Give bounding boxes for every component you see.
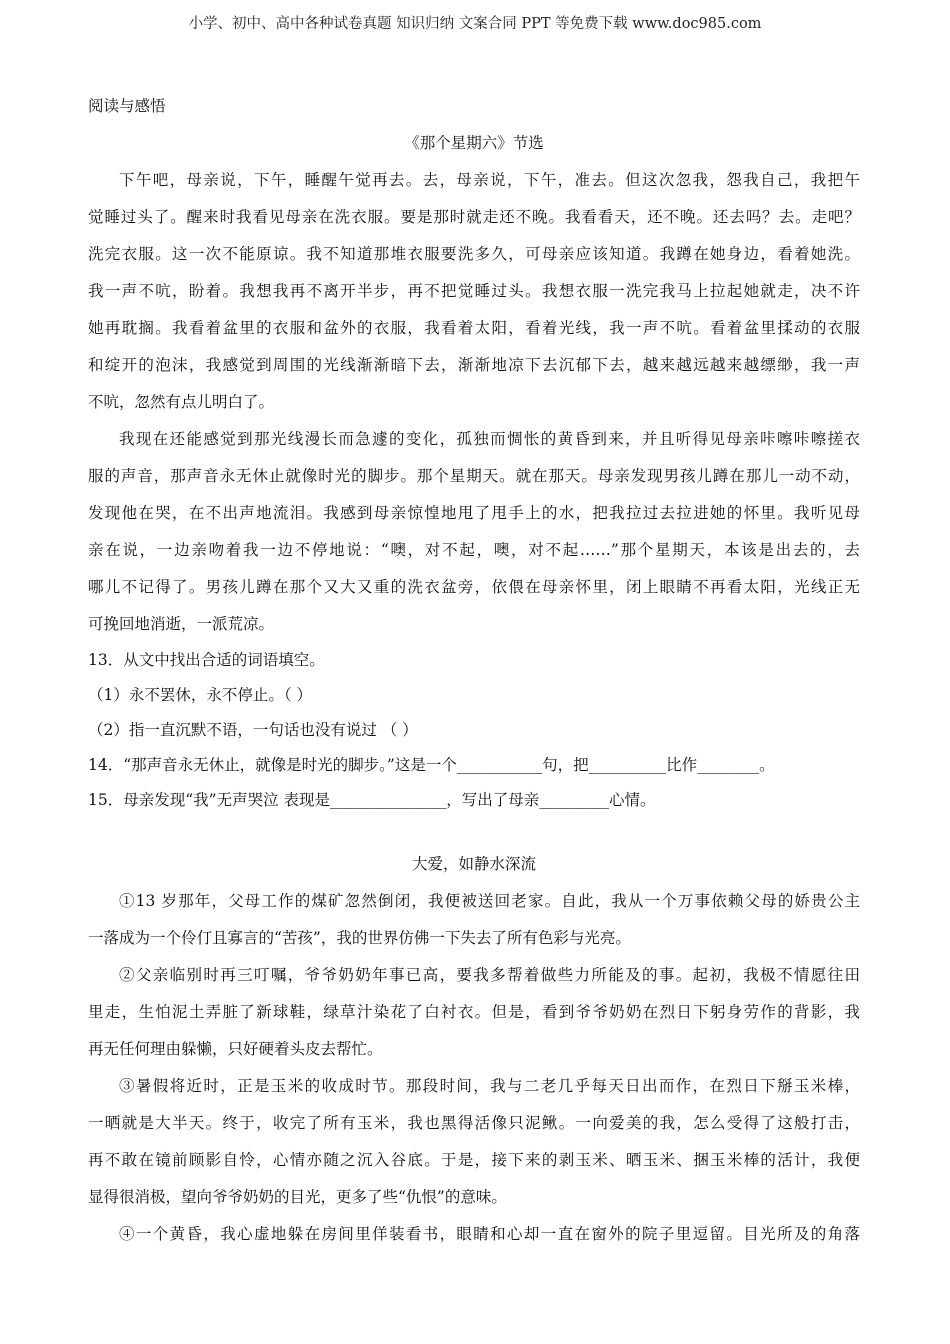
passage1-line: 我一声不吭，盼着。我想我再不离开半步，再不把觉睡过头。我想衣服一洗完我马上拉起她就走，决不许 xyxy=(88,282,860,300)
passage2-line: 再无任何理由躲懒，只好硬着头皮去帮忙。 xyxy=(88,1040,383,1058)
passage1-line: 下午吧，母亲说，下午，睡醒午觉再去。去，母亲说，下午，准去。但这次忽我，怨我自己，我把午 xyxy=(119,171,860,189)
question-14: 14．“那声音永无休止，就像是时光的脚步。”这是一个___________句，把__________比作________。 xyxy=(88,756,775,774)
question-15: 15．母亲发现“我”无声哭泣 表现是_______________，写出了母亲_________心情。 xyxy=(88,791,656,809)
question-13-2: （2）指一直沉默不语，一句话也没有说过 （ ） xyxy=(88,721,418,739)
passage1-line: 发现他在哭，在不出声地流泪。我感到母亲惊惶地甩了甩手上的水，把我拉过去拉进她的怀里。我听见母 xyxy=(88,504,860,522)
passage2-line: ④一个黄昏，我心虚地躲在房间里佯装看书，眼睛和心却一直在窗外的院子里逗留。目光所及的角落 xyxy=(119,1225,860,1243)
passage2-line: ①13 岁那年，父母工作的煤矿忽然倒闭，我便被送回老家。自此，我从一个万事依赖父母的娇贵公主 xyxy=(119,892,860,910)
passage2-line: 一晒就是大半天。终于，收完了所有玉米，我也黑得活像只泥鳅。一向爱美的我，怎么受得了这般打击， xyxy=(88,1114,860,1132)
question-13-1: （1）永不罢休，永不停止。（ ） xyxy=(88,686,313,704)
passage1-line: 哪儿不记得了。男孩儿蹲在那个又大又重的洗衣盆旁，依偎在母亲怀里，闭上眼睛不再看太阳，光线正无 xyxy=(88,578,860,596)
passage2-title: 大爱，如静水深流 xyxy=(411,855,536,873)
question-13: 13．从文中找出合适的词语填空。 xyxy=(88,651,325,669)
passage1-title: 《那个星期六》节选 xyxy=(404,134,544,152)
document-body xyxy=(88,88,860,1253)
passage2-line: 再不敢在镜前顾影自怜，心情亦随之沉入谷底。于是，接下来的剥玉米、晒玉米、捆玉米棒的活计，我便 xyxy=(88,1151,860,1169)
section-heading: 阅读与感悟 xyxy=(88,97,166,115)
passage1-line: 和绽开的泡沫，我感觉到周围的光线渐渐暗下去，渐渐地凉下去沉郁下去，越来越远越来越缥缈，我一声 xyxy=(88,356,860,374)
passage1-line: 我现在还能感觉到那光线漫长而急遽的变化，孤独而惆怅的黄昏到来，并且听得见母亲咔嚓咔嚓搓衣 xyxy=(119,430,860,448)
passage2-line: ③暑假将近时，正是玉米的收成时节。那段时间，我与二老几乎每天日出而作，在烈日下掰玉米棒， xyxy=(119,1077,860,1095)
passage1-line: 不吭，忽然有点儿明白了。 xyxy=(88,393,275,411)
passage1-line: 服的声音，那声音永无休止就像时光的脚步。那个星期天。就在那天。母亲发现男孩儿蹲在那儿一动不动， xyxy=(88,467,860,485)
passage1-line: 可挽回地消逝，一派荒凉。 xyxy=(88,615,275,633)
passage2-line: 里走，生怕泥土弄脏了新球鞋，绿草汁染花了白衬衣。但是，看到爷爷奶奶在烈日下躬身劳作的背影，我 xyxy=(88,1003,860,1021)
passage2-line: ②父亲临别时再三叮嘱，爷爷奶奶年事已高，要我多帮着做些力所能及的事。起初，我极不情愿往田 xyxy=(119,966,860,984)
passage1-line: 亲在说，一边亲吻着我一边不停地说：“噢，对不起，噢，对不起……”那个星期天，本该是出去的，去 xyxy=(88,541,860,559)
passage2-line: 显得很消极，望向爷爷奶奶的目光，更多了些“仇恨”的意味。 xyxy=(88,1188,507,1206)
passage2-line: 一落成为一个伶仃且寡言的“苦孩”，我的世界仿佛一下失去了所有色彩与光亮。 xyxy=(88,929,631,947)
passage1-line: 她再耽搁。我看着盆里的衣服和盆外的衣服，我看着太阳，看着光线，我一声不吭。看着盆里揉动的衣服 xyxy=(88,319,860,337)
passage1-line: 洗完衣服。这一次不能原谅。我不知道那堆衣服要洗多久，可母亲应该知道。我蹲在她身边，看着她洗。 xyxy=(88,245,860,263)
page-header: 小学、初中、高中各种试卷真题 知识归纳 文案合同 PPT 等免费下载 www.doc985.com xyxy=(188,16,762,32)
passage1-line: 觉睡过头了。醒来时我看见母亲在洗衣服。要是那时就走还不晚。我看看天，还不晚。还去吗？去。走吧？ xyxy=(88,208,860,226)
